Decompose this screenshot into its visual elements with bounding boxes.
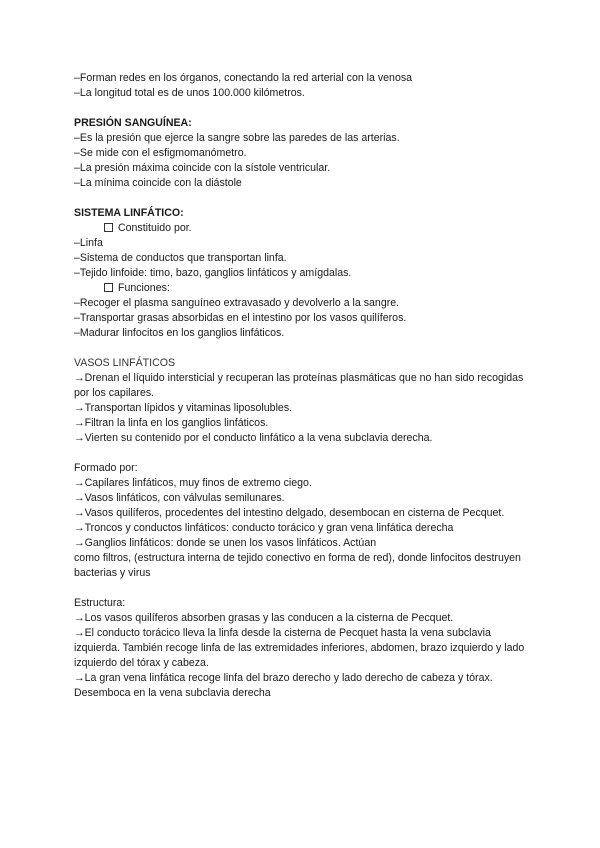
- text-paragraph: →El conducto torácico lleva la linfa desde la cisterna de Pecquet hasta la vena subclavia izquierda. También recoge linfa de las extremidades inferiores, abdomen, brazo izquierdo y lado izquierdo del tórax y cabeza.: [74, 627, 525, 669]
- checkbox-label: Funciones:: [118, 282, 170, 294]
- document-content: [74, 71, 534, 701]
- heading-linfatico: SISTEMA LINFÁTICO:: [74, 207, 184, 219]
- text-line: →Vasos quilíferos, procedentes del intestino delgado, desembocan en cisterna de Pecquet.: [74, 507, 505, 519]
- text-line: –Transportar grasas absorbidas en el intestino por los vasos quilíferos.: [74, 312, 407, 324]
- checkbox-item: [74, 221, 534, 236]
- checkbox-item: [74, 281, 534, 296]
- heading-presion: PRESIÓN SANGUÍNEA:: [74, 117, 192, 129]
- text-line: –Es la presión que ejerce la sangre sobre las paredes de las arterias.: [74, 132, 400, 144]
- text-paragraph: como filtros, (estructura interna de tejido conectivo en forma de red), donde linfocitos destruyen bacterias y virus: [74, 552, 521, 579]
- text-line: →Los vasos quilíferos absorben grasas y las conducen a la cisterna de Pecquet.: [74, 612, 454, 624]
- text-line: –La mínima coincide con la diástole: [74, 177, 242, 189]
- text-line: →Transportan lípidos y vitaminas liposolubles.: [74, 402, 293, 414]
- text-line: →Vierten su contenido por el conducto linfático a la vena subclavia derecha.: [74, 432, 433, 444]
- text-line: –Tejido linfoide: timo, bazo, ganglios linfáticos y amígdalas.: [74, 267, 352, 279]
- checkbox-icon: [104, 283, 113, 292]
- text-line: –La presión máxima coincide con la sístole ventricular.: [74, 162, 331, 174]
- heading-vasos: VASOS LINFÁTICOS: [74, 357, 176, 369]
- heading-formado: Formado por:: [74, 462, 138, 474]
- checkbox-icon: [104, 223, 113, 232]
- text-line: →Filtran la linfa en los ganglios linfáticos.: [74, 417, 269, 429]
- text-paragraph: →Drenan el líquido intersticial y recuperan las proteínas plasmáticas que no han sido recogidas por los capilares.: [74, 372, 524, 399]
- text-line: –Madurar linfocitos en los ganglios linfáticos.: [74, 327, 285, 339]
- text-line: –Se mide con el esfigmomanómetro.: [74, 147, 247, 159]
- checkbox-label: Constituido por.: [118, 222, 192, 234]
- text-paragraph: →La gran vena linfática recoge linfa del brazo derecho y lado derecho de cabeza y tórax. Desemboca en la vena subclavia derecha: [74, 672, 493, 699]
- text-line: –Sistema de conductos que transportan linfa.: [74, 252, 287, 264]
- text-line: →Ganglios linfáticos: donde se unen los vasos linfáticos. Actúan: [74, 537, 377, 549]
- text-line: –Recoger el plasma sanguíneo extravasado y devolverlo a la sangre.: [74, 297, 400, 309]
- text-line: →Troncos y conductos linfáticos: conducto torácico y gran vena linfática derecha: [74, 522, 454, 534]
- text-line: –Forman redes en los órganos, conectando la red arterial con la venosa: [74, 72, 413, 84]
- text-line: →Capilares linfáticos, muy finos de extremo ciego.: [74, 477, 312, 489]
- text-line: →Vasos linfáticos, con válvulas semilunares.: [74, 492, 285, 504]
- text-line: –Linfa: [74, 237, 103, 249]
- text-line: –La longitud total es de unos 100.000 kilómetros.: [74, 87, 305, 99]
- heading-estructura: Estructura:: [74, 597, 126, 609]
